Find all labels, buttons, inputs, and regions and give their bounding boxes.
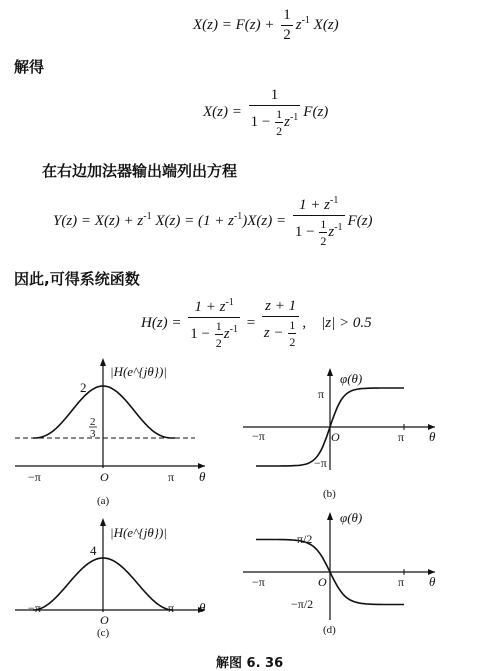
figure-d bbox=[243, 510, 436, 636]
text-solve: 解得 bbox=[14, 58, 45, 76]
figure-c-xtick-pi: π bbox=[168, 601, 175, 615]
eq2-lhs: X(z) = bbox=[203, 103, 242, 120]
figure-a-peak-label: 2 bbox=[80, 380, 87, 395]
figure-c-ylabel: |H(e^{jθ})| bbox=[110, 525, 167, 540]
figure-d-xtick-neg-pi: −π bbox=[252, 575, 265, 589]
figure-d-ytick-neg-pi-half: −π/2 bbox=[291, 597, 314, 611]
eq1-lhs: X(z) = F(z) + bbox=[193, 16, 275, 33]
eq1-rest: X(z) bbox=[313, 16, 339, 33]
figure-d-origin: O bbox=[318, 575, 327, 589]
equation-1: X(z) = F(z) + $\frac{1}{2}$ $z^{-1}$ X(z) bbox=[193, 7, 339, 43]
figure-b-ylabel: φ(θ) bbox=[340, 371, 363, 386]
figure-a-ylabel: |H(e^{jθ})| bbox=[110, 364, 167, 379]
figure-c-xlabel: θ bbox=[199, 600, 206, 615]
figure-a-xtick-pi: π bbox=[168, 470, 175, 484]
figure-a-origin: O bbox=[100, 470, 109, 484]
figure-c bbox=[15, 518, 206, 639]
figure-d-ytick-pi-half: π/2 bbox=[297, 532, 313, 546]
figure-b-origin: O bbox=[331, 430, 340, 444]
figure-d-xtick-pi: π bbox=[398, 575, 405, 589]
figure-c-y-arrow bbox=[100, 518, 106, 526]
figure-b-xtick-pi: π bbox=[398, 430, 405, 444]
figure-caption: 解图 6. 36 bbox=[216, 656, 284, 671]
figure-d-xlabel: θ bbox=[429, 574, 436, 589]
text-right-adder: 在右边加法器输出端列出方程 bbox=[42, 162, 238, 180]
figure-b-ytick-pi: π bbox=[318, 387, 325, 401]
figure-a-magnitude-curve bbox=[33, 386, 175, 438]
figure-c-xtick-neg-pi: −π bbox=[28, 601, 41, 615]
figure-a-xlabel: θ bbox=[199, 469, 206, 484]
figure-d-label: (d) bbox=[323, 624, 336, 636]
figure-d-ylabel: φ(θ) bbox=[340, 510, 363, 525]
equation-3: $Y(z) = X(z) + z^{-1}$ $X(z) = (1 + z^{-1})X(z)$ = $1 + z^{-1}$ 1 − $\frac{1}{2}$ $z^{-1}$ F(z) bbox=[53, 195, 373, 248]
figure-b-label: (b) bbox=[323, 488, 336, 500]
figure-c-label: (c) bbox=[97, 627, 110, 639]
figure-c-peak-label: 4 bbox=[90, 543, 97, 558]
figure-b-xlabel: θ bbox=[429, 429, 436, 444]
eq3-fraction: $1 + z^{-1}$ 1 − $\frac{1}{2}$ $z^{-1}$ bbox=[294, 195, 343, 248]
figure-d-y-arrow bbox=[327, 512, 333, 520]
figure-a-y-arrow bbox=[100, 358, 106, 366]
figure-b-xtick-neg-pi: −π bbox=[252, 429, 265, 443]
eq2-fraction: 1 1 − $\frac{1}{2}$ $z^{-1}$ bbox=[250, 87, 299, 138]
figure-b-ytick-neg-pi: −π bbox=[314, 456, 327, 470]
region-of-convergence: |z| > 0.5 bbox=[321, 314, 372, 331]
figure-a-min-den: 3 bbox=[90, 428, 96, 440]
eq1-fraction: $\frac{1}{2}$ bbox=[283, 7, 291, 43]
figure-a-label: (a) bbox=[97, 495, 110, 507]
eq4-fraction-1: $1 + z^{-1}$ 1 − $\frac{1}{2}$ $z^{-1}$ bbox=[190, 297, 238, 350]
equation-4: H(z) = $1 + z^{-1}$ 1 − $\frac{1}{2}$ $z^{-1}$ = z + 1 z − $\frac{1}{2}$ , |z| > 0.5 bbox=[141, 297, 372, 350]
eq4-fraction-2: z + 1 z − $\frac{1}{2}$ bbox=[262, 299, 299, 348]
figure-b-y-arrow bbox=[327, 368, 333, 376]
eq2-tail: F(z) bbox=[303, 103, 329, 120]
figure-c-origin: O bbox=[100, 613, 109, 627]
text-therefore: 因此,可得系统函数 bbox=[14, 270, 140, 288]
figure-a bbox=[15, 358, 206, 507]
figure-a-min-num: 2 bbox=[90, 416, 96, 428]
figure-a-xtick-neg-pi: −π bbox=[28, 470, 41, 484]
figure-b bbox=[243, 368, 436, 500]
